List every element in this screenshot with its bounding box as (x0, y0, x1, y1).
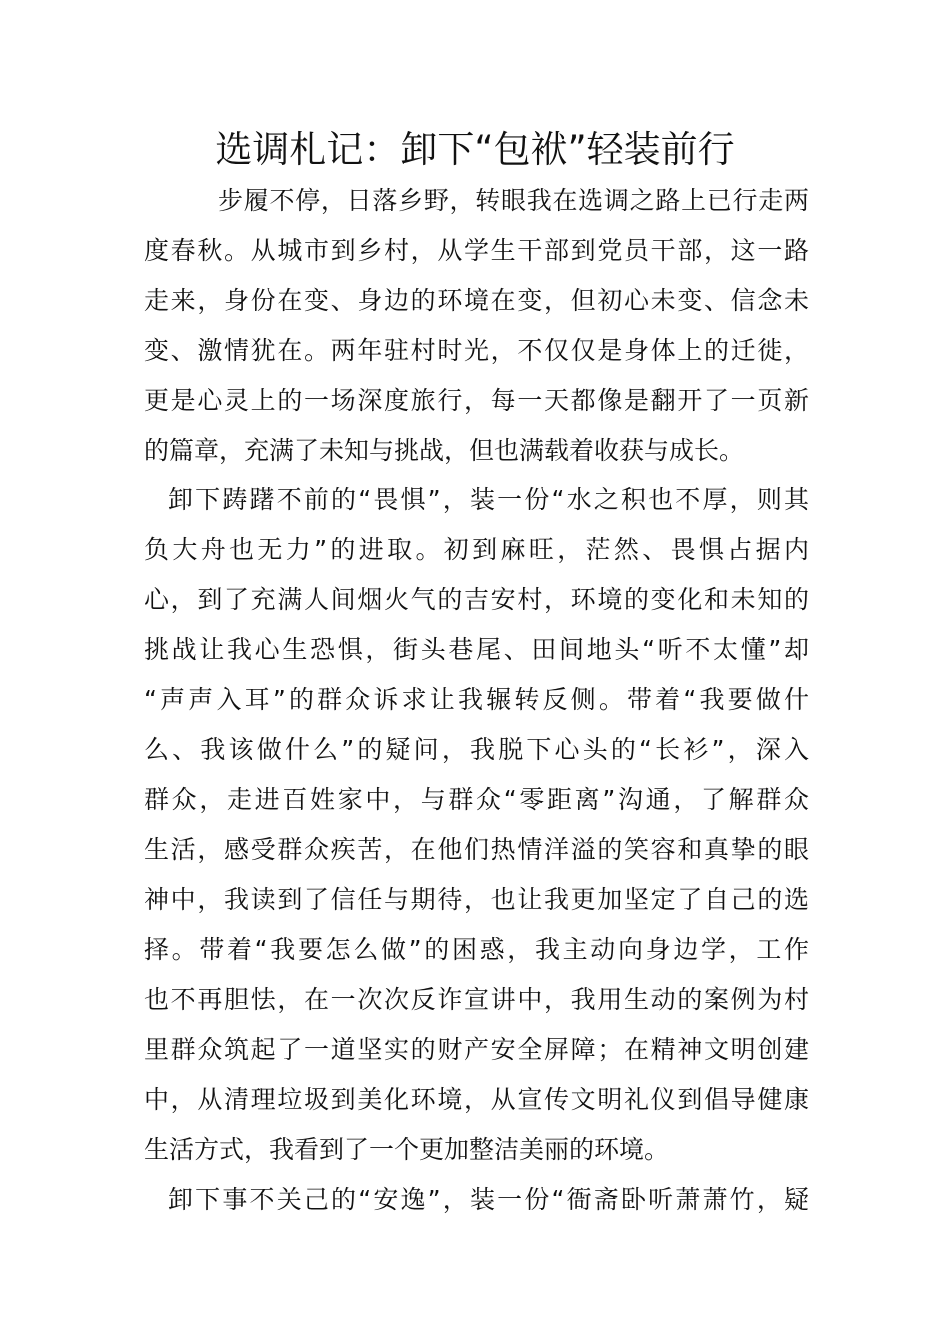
paragraph-line: 变、激情犹在。两年驻村时光，不仅仅是身体上的迁徙， (144, 336, 809, 365)
paragraph-line: 更是心灵上的一场深度旅行，每一天都像是翻开了一页新 (144, 386, 809, 415)
paragraph-line: 卸下踌躇不前的“畏惧”，装一份“水之积也不厚，则其 (168, 485, 809, 514)
paragraph-line: “声声入耳”的群众诉求让我辗转反侧。带着“我要做什 (144, 685, 809, 714)
paragraph-line: 度春秋。从城市到乡村，从学生干部到党员干部，这一路 (144, 236, 809, 265)
paragraph-line: 群众，走进百姓家中，与群众“零距离”沟通，了解群众 (144, 785, 809, 814)
paragraph-line: 择。带着“我要怎么做”的困惑，我主动向身边学，工作 (144, 935, 809, 964)
paragraph-line: 心，到了充满人间烟火气的吉安村，环境的变化和未知的 (144, 585, 809, 614)
paragraph-line: 里群众筑起了一道坚实的财产安全屏障；在精神文明创建 (144, 1035, 809, 1064)
paragraph-line: 负大舟也无力”的进取。初到麻旺，茫然、畏惧占据内 (144, 535, 809, 564)
paragraph-line: 中，从清理垃圾到美化环境，从宣传文明礼仪到倡导健康 (144, 1085, 809, 1114)
paragraph-line: 走来，身份在变、身边的环境在变，但初心未变、信念未 (144, 286, 809, 315)
paragraph-line: 步履不停，日落乡野，转眼我在选调之路上已行走两 (218, 186, 809, 215)
paragraph-line: 生活，感受群众疾苦，在他们热情洋溢的笑容和真挚的眼 (144, 835, 809, 864)
paragraph-line: 生活方式，我看到了一个更加整洁美丽的环境。 (144, 1135, 670, 1164)
paragraph-line: 挑战让我心生恐惧，街头巷尾、田间地头“听不太懂”却 (144, 635, 809, 664)
paragraph-line: 也不再胆怯，在一次次反诈宣讲中，我用生动的案例为村 (144, 985, 809, 1014)
paragraph-line: 卸下事不关己的“安逸”，装一份“衙斋卧听萧萧竹，疑 (168, 1185, 809, 1214)
paragraph-line: 神中，我读到了信任与期待，也让我更加坚定了自己的选 (144, 885, 809, 914)
paragraph-line: 的篇章，充满了未知与挑战，但也满载着收获与成长。 (144, 436, 745, 465)
paragraph-line: 么、我该做什么”的疑问，我脱下心头的“长衫”，深入 (144, 735, 809, 764)
page-title: 选调札记：卸下“包袱”轻装前行 (215, 128, 735, 171)
